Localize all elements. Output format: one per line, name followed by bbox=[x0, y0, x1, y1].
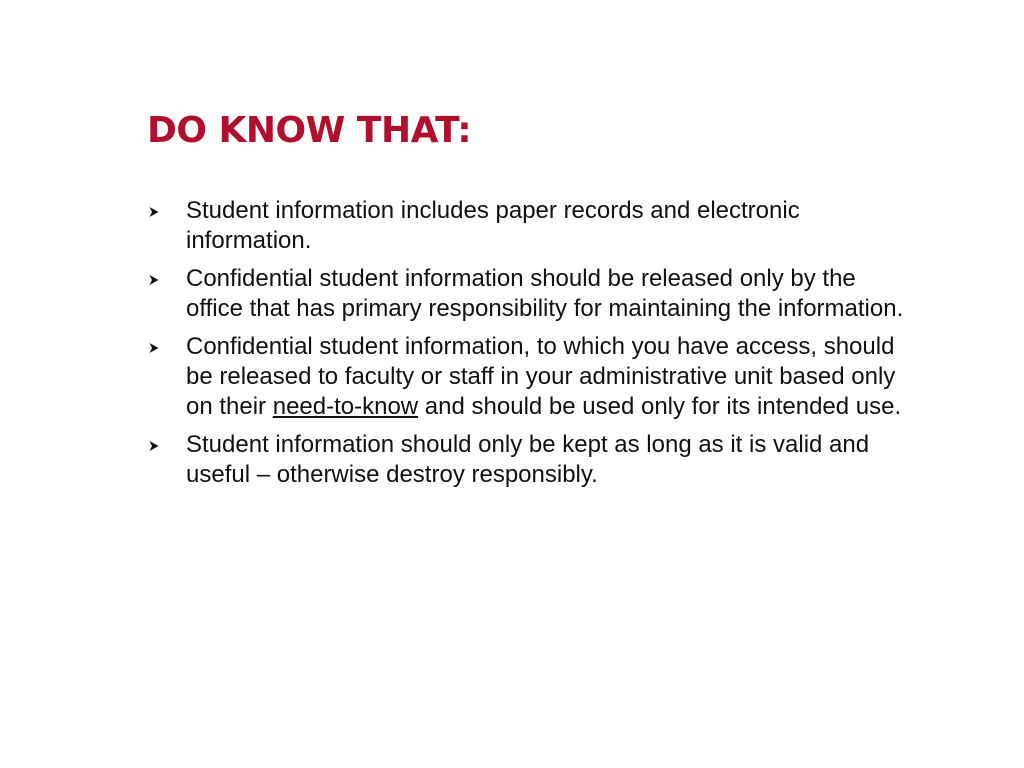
bullet-text-before: Confidential student information, to which you have access, should be released to faculty or staff in your administrative unit based only on their bbox=[186, 333, 896, 420]
arrowhead-bullet-icon bbox=[148, 274, 160, 286]
arrowhead-bullet-icon bbox=[148, 206, 160, 218]
list-item bbox=[146, 332, 906, 422]
bullet-text-after: and should be used only for its intended use. bbox=[418, 393, 902, 420]
slide-title: DO KNOW THAT: bbox=[147, 110, 472, 151]
arrowhead-bullet-icon bbox=[148, 440, 160, 452]
bullet-text: Student information should only be kept as long as it is valid and useful – otherwise destroy responsibly. bbox=[186, 431, 870, 488]
arrowhead-bullet-icon bbox=[148, 342, 160, 354]
bullet-text: Confidential student information should be released only by the office that has primary responsibility for maintaining the information. bbox=[186, 265, 904, 322]
list-item bbox=[146, 264, 906, 324]
list-item bbox=[146, 430, 906, 490]
bullet-text: Student information includes paper records and electronic information. bbox=[186, 197, 800, 254]
need-to-know-link[interactable]: need-to-know bbox=[272, 393, 419, 420]
list-item bbox=[146, 196, 906, 256]
bullet-list bbox=[146, 196, 906, 498]
